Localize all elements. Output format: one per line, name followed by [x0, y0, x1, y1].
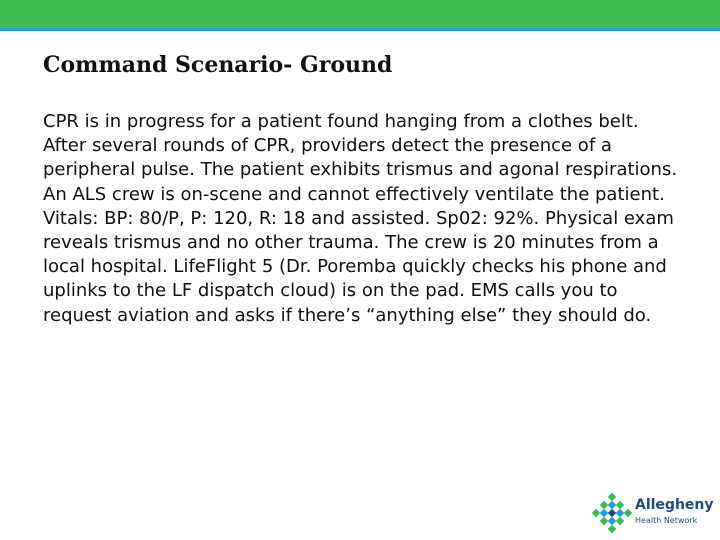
- header-rule: [0, 28, 720, 31]
- header-bar: [0, 0, 720, 28]
- scenario-text: CPR is in progress for a patient found hanging from a clothes belt. After several rounds of CPR, providers detect the presence of a peripheral pulse. The patient exhibits trismus and agonal respirations. An ALS crew is on-scene and cannot effectively ventilate the patient. Vitals: BP: 80/P, P: 120, R: 18 and assisted. Sp02: 92%. Physical exam reveals trismus and no other trauma. The crew is 20 minutes from a local hospital. LifeFlight 5 (Dr. Poremba quickly checks his phone and uplinks to the LF dispatch cloud) is on the pad. EMS calls you to request aviation and asks if there’s “anything else” they should do.: [43, 111, 678, 326]
- allegheny-logo: [592, 493, 712, 533]
- logo-name: Allegheny: [635, 497, 714, 513]
- allegheny-diamond-logo-icon: [592, 493, 632, 533]
- logo-subtitle: Health Network: [635, 516, 698, 525]
- slide-title: Command Scenario- Ground: [43, 52, 393, 78]
